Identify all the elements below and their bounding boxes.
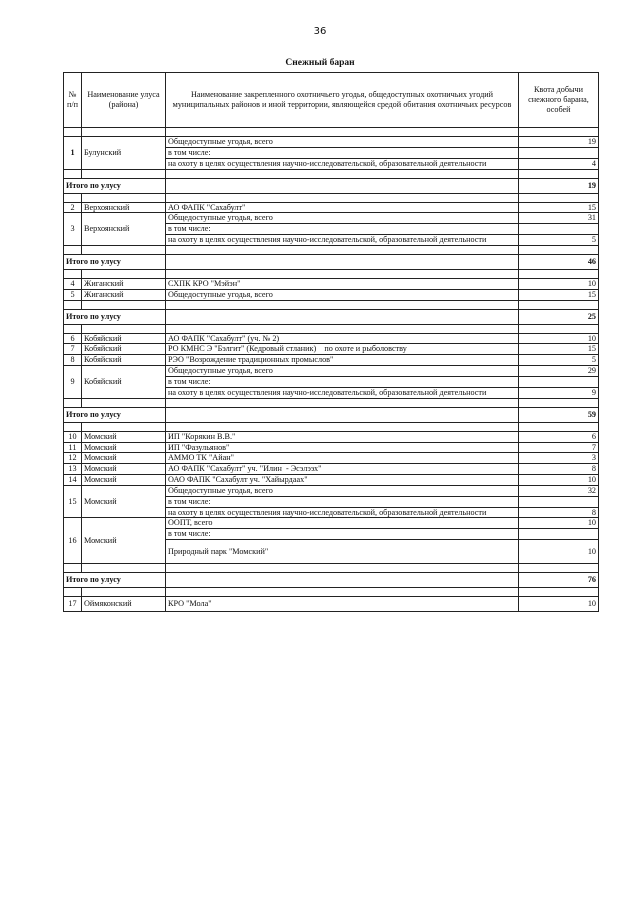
area-cell: ООПТ, всего — [166, 518, 519, 529]
area-cell: в том числе: — [166, 529, 519, 540]
area-cell: на охоту в целях осуществления научно-исследовательской, образовательной деятельности — [166, 387, 519, 398]
district-cell: Момский — [82, 431, 166, 442]
spacer-row — [64, 422, 599, 431]
area-cell: Общедоступные угодья, всего — [166, 366, 519, 377]
quota-cell — [519, 376, 599, 387]
table-row — [64, 597, 599, 612]
quota-cell: 5 — [519, 235, 599, 246]
district-cell: Жиганский — [82, 289, 166, 300]
area-cell: на охоту в целях осуществления научно-исследовательской, образовательной деятельности — [166, 235, 519, 246]
total-value: 59 — [519, 407, 599, 422]
page-number: 36 — [313, 26, 327, 37]
area-cell: в том числе: — [166, 224, 519, 235]
total-row — [64, 254, 599, 269]
area-cell: РО КМНС Э "Бэлгит" (Кедровый стланик) по охоте и рыболовству — [166, 344, 519, 355]
quota-cell: 29 — [519, 366, 599, 377]
total-value: 76 — [519, 573, 599, 588]
district-cell: Момский — [82, 475, 166, 486]
district-cell: Булунский — [82, 137, 166, 170]
row-number: 8 — [64, 355, 82, 366]
table-row — [64, 278, 599, 289]
area-cell: Общедоступные угодья, всего — [166, 213, 519, 224]
spacer-row — [64, 245, 599, 254]
quota-cell: 9 — [519, 387, 599, 398]
header-district: Наименование улуса (района) — [82, 73, 166, 128]
row-number: 16 — [64, 518, 82, 564]
area-cell: в том числе: — [166, 147, 519, 158]
district-cell: Кобяйский — [82, 344, 166, 355]
total-label: Итого по улусу — [64, 309, 166, 324]
table-row — [64, 431, 599, 442]
total-label: Итого по улусу — [64, 254, 166, 269]
district-cell: Момский — [82, 442, 166, 453]
district-cell: Момский — [82, 453, 166, 464]
quota-cell: 10 — [519, 475, 599, 486]
quota-cell: 10 — [519, 333, 599, 344]
area-cell: АММО ТК "Айан" — [166, 453, 519, 464]
total-label: Итого по улусу — [64, 573, 166, 588]
quota-cell: 10 — [519, 540, 599, 564]
total-label: Итого по улусу — [64, 407, 166, 422]
quota-cell: 6 — [519, 431, 599, 442]
spacer-row — [64, 300, 599, 309]
area-cell: Природный парк "Момский" — [166, 540, 519, 564]
table-row — [64, 453, 599, 464]
spacer-row — [64, 128, 599, 137]
quota-cell: 10 — [519, 597, 599, 612]
quota-cell: 15 — [519, 202, 599, 213]
area-cell: в том числе: — [166, 496, 519, 507]
area-cell: АО ФАПК "Сахабулт" (уч. № 2) — [166, 333, 519, 344]
district-cell: Жиганский — [82, 278, 166, 289]
total-row — [64, 309, 599, 324]
quota-cell — [519, 224, 599, 235]
header-row — [64, 73, 599, 128]
district-cell: Кобяйский — [82, 355, 166, 366]
row-number: 11 — [64, 442, 82, 453]
table-row — [64, 475, 599, 486]
district-cell: Момский — [82, 485, 166, 518]
spacer-row — [64, 564, 599, 573]
header-area: Наименование закрепленного охотничьего угодья, общедоступных охотничьих угодий муниципальных районов и иной территории, являющейся средой обитания охотничьих ресурсов — [166, 73, 519, 128]
table-row — [64, 344, 599, 355]
table-row — [64, 333, 599, 344]
row-number: 14 — [64, 475, 82, 486]
area-cell: АО ФАПК "Сахабулт" — [166, 202, 519, 213]
district-cell: Кобяйский — [82, 366, 166, 399]
row-number: 2 — [64, 202, 82, 213]
total-row — [64, 573, 599, 588]
district-cell: Верхоянский — [82, 202, 166, 213]
quota-cell: 4 — [519, 158, 599, 169]
quota-cell: 19 — [519, 137, 599, 148]
quota-cell: 31 — [519, 213, 599, 224]
total-value: 25 — [519, 309, 599, 324]
quota-cell — [519, 147, 599, 158]
area-cell: Общедоступные угодья, всего — [166, 137, 519, 148]
row-number: 15 — [64, 485, 82, 518]
district-cell: Момский — [82, 464, 166, 475]
table-row — [64, 485, 599, 496]
total-row — [64, 178, 599, 193]
table-row — [64, 355, 599, 366]
spacer-row — [64, 269, 599, 278]
row-number: 7 — [64, 344, 82, 355]
row-number: 9 — [64, 366, 82, 399]
area-cell: АО ФАПК "Сахабулт" уч. "Илин - Эсэлээх" — [166, 464, 519, 475]
table-row — [64, 213, 599, 224]
district-cell: Оймяконский — [82, 597, 166, 612]
total-value: 46 — [519, 254, 599, 269]
row-number: 17 — [64, 597, 82, 612]
quota-cell: 5 — [519, 355, 599, 366]
area-cell: на охоту в целях осуществления научно-исследовательской, образовательной деятельности — [166, 507, 519, 518]
quota-cell: 3 — [519, 453, 599, 464]
area-cell: ОАО ФАПК "Сахабулт уч. "Хайырдаах" — [166, 475, 519, 486]
spacer-row — [64, 588, 599, 597]
quota-cell: 8 — [519, 507, 599, 518]
row-number: 12 — [64, 453, 82, 464]
area-cell: РЭО "Возрождение традиционных промыслов" — [166, 355, 519, 366]
district-cell: Кобяйский — [82, 333, 166, 344]
header-quota: Квота добычи снежного барана, особей — [519, 73, 599, 128]
row-number: 3 — [64, 213, 82, 246]
quota-cell: 10 — [519, 518, 599, 529]
quota-cell: 7 — [519, 442, 599, 453]
area-cell: ИП "Корякин В.В." — [166, 431, 519, 442]
row-number: 10 — [64, 431, 82, 442]
total-label: Итого по улусу — [64, 178, 166, 193]
document-title: Снежный баран — [285, 58, 355, 68]
row-number: 6 — [64, 333, 82, 344]
table-row — [64, 137, 599, 148]
area-cell: СХПК КРО "Мэйэн" — [166, 278, 519, 289]
area-cell: на охоту в целях осуществления научно-исследовательской, образовательной деятельности — [166, 158, 519, 169]
row-number: 1 — [64, 137, 82, 170]
quota-cell: 10 — [519, 278, 599, 289]
quota-cell — [519, 529, 599, 540]
district-cell: Верхоянский — [82, 213, 166, 246]
spacer-row — [64, 398, 599, 407]
table-row — [64, 442, 599, 453]
total-row — [64, 407, 599, 422]
table-row — [64, 366, 599, 377]
row-number: 5 — [64, 289, 82, 300]
row-number: 13 — [64, 464, 82, 475]
spacer-row — [64, 324, 599, 333]
spacer-row — [64, 193, 599, 202]
header-num: № п/п — [64, 73, 82, 128]
quota-cell: 15 — [519, 289, 599, 300]
area-cell: Общедоступные угодья, всего — [166, 485, 519, 496]
table-row — [64, 289, 599, 300]
quota-cell: 32 — [519, 485, 599, 496]
area-cell: Общедоступные угодья, всего — [166, 289, 519, 300]
quota-cell — [519, 496, 599, 507]
row-number: 4 — [64, 278, 82, 289]
quota-table — [63, 72, 599, 612]
spacer-row — [64, 169, 599, 178]
table-row — [64, 464, 599, 475]
table-row — [64, 518, 599, 529]
district-cell: Момский — [82, 518, 166, 564]
table-row — [64, 202, 599, 213]
area-cell: КРО "Мола" — [166, 597, 519, 612]
quota-cell: 15 — [519, 344, 599, 355]
area-cell: ИП "Фазульянов" — [166, 442, 519, 453]
quota-cell: 8 — [519, 464, 599, 475]
area-cell: в том числе: — [166, 376, 519, 387]
total-value: 19 — [519, 178, 599, 193]
